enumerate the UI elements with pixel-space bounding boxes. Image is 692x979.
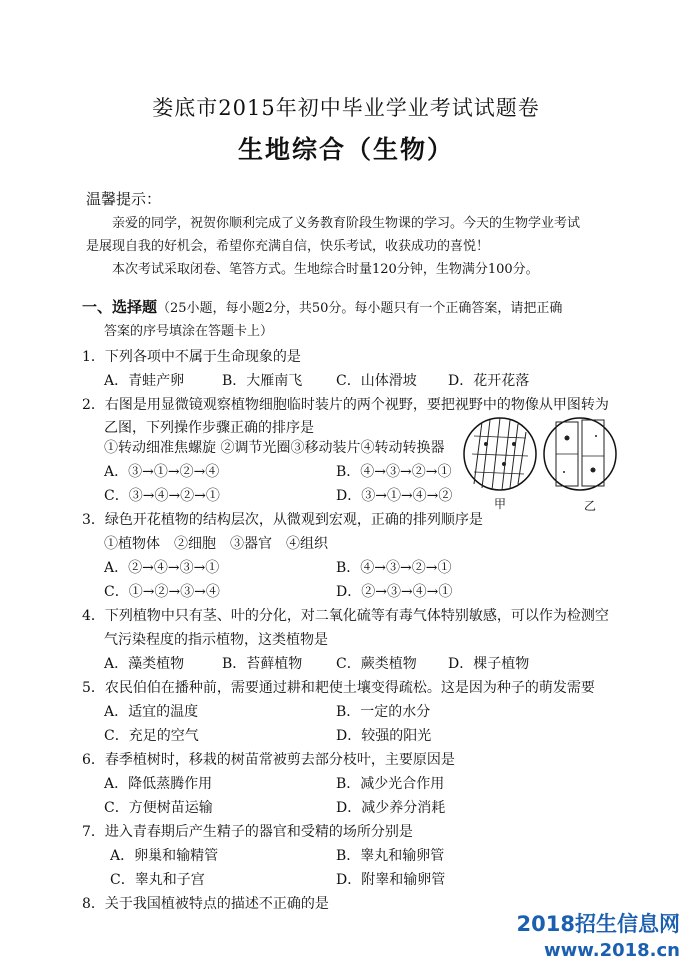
q5-option-a: A．适宜的温度: [104, 704, 199, 720]
q4-option-b: B．苔藓植物: [222, 656, 303, 672]
question-2-stem-1: 2．右图是用显微镜观察植物细胞临时装片的两个视野，要把视野中的物像从甲图转为: [82, 397, 609, 413]
question-2-stem-2: 乙图，下列操作步骤正确的排序是: [104, 420, 314, 436]
question-8-stem: 8．关于我国植被特点的描述不正确的是: [82, 896, 329, 912]
q6-option-a: A．降低蒸腾作用: [104, 776, 213, 792]
question-4-stem-2: 气污染程度的指示植物，这类植物是: [104, 632, 328, 648]
view-b-circle: [544, 418, 616, 490]
figure-label-b: 乙: [584, 499, 597, 513]
q5-option-c: C．充足的空气: [104, 728, 199, 744]
q7-option-a: A．卵巢和输精管: [110, 848, 219, 864]
section-note-1: （25小题，每小题2分，共50分。每小题只有一个正确答案，请把正确: [157, 301, 563, 316]
q2-option-d: D．③→①→④→②: [336, 488, 453, 504]
q5-option-b: B．一定的水分: [336, 704, 431, 720]
question-6-stem: 6．春季植树时，移栽的树苗常被剪去部分枝叶，主要原因是: [82, 752, 455, 768]
q1-option-c: C．山体滑坡: [336, 373, 417, 389]
q2-option-a: A．③→①→②→④: [104, 464, 220, 480]
q3-option-c: C．①→②→③→④: [104, 584, 220, 600]
watermark-site-name: 2018招生信息网: [516, 912, 680, 936]
q4-option-c: C．蕨类植物: [336, 656, 417, 672]
q1-option-d: D．花开花落: [448, 373, 530, 389]
q1-option-b: B．大雁南飞: [222, 373, 303, 389]
q6-option-c: C．方便树苗运输: [104, 800, 213, 816]
q3-option-d: D．②→③→④→①: [336, 584, 453, 600]
question-2-stem-3: ①转动细准焦螺旋 ②调节光圈③移动装片④转动转换器: [104, 440, 445, 456]
watermark-url: www.2018.cn: [544, 940, 680, 961]
section-note-2: 答案的序号填涂在答题卡上）: [104, 324, 274, 339]
question-1-stem: 1．下列各项中不属于生命现象的是: [82, 349, 301, 365]
question-3-stem-1: 3．绿色开花植物的结构层次，从微观到宏观，正确的排列顺序是: [82, 512, 483, 528]
section-title: 一、选择题: [82, 298, 158, 316]
question-3-stem-2: ①植物体 ②细胞 ③器官 ④组织: [104, 536, 328, 552]
q6-option-d: D．减少养分消耗: [336, 800, 446, 816]
q7-option-c: C．睾丸和子宫: [110, 872, 205, 888]
q6-option-b: B．减少光合作用: [336, 776, 445, 792]
q2-option-c: C．③→④→②→①: [104, 488, 220, 504]
tips-line-1: 亲爱的同学，祝贺你顺利完成了义务教育阶段生物课的学习。今天的生物学业考试: [112, 216, 581, 231]
question-7-stem: 7．进入青春期后产生精子的器官和受精的场所分别是: [82, 824, 413, 840]
q7-option-b: B．睾丸和输卵管: [336, 848, 445, 864]
tips-line-3: 本次考试采取闭卷、笔答方式。生地综合时量120分钟，生物满分100分。: [112, 262, 539, 277]
q4-option-d: D．棵子植物: [448, 656, 530, 672]
tips-line-2: 是展现自我的好机会，希望你充满自信，快乐考试，收获成功的喜悦！: [86, 239, 490, 254]
q1-option-a: A．青蛙产卵: [104, 373, 185, 389]
q3-option-a: A．②→④→③→①: [104, 560, 220, 576]
exam-title: 娄底市2015年初中毕业学业考试试题卷: [152, 96, 540, 120]
tips-heading: 温馨提示：: [86, 190, 162, 208]
view-a-circle: [464, 418, 536, 490]
q7-option-d: D．附睾和输卵管: [336, 872, 446, 888]
q4-option-a: A．藻类植物: [104, 656, 185, 672]
q3-option-b: B．④→③→②→①: [336, 560, 452, 576]
question-4-stem-1: 4．下列植物中只有茎、叶的分化，对二氧化硫等有毒气体特别敏感，可以作为检测空: [82, 608, 609, 624]
q2-option-b: B．④→③→②→①: [336, 464, 452, 480]
question-5-stem: 5．农民伯伯在播种前，需要通过耕和耙使土壤变得疏松。这是因为种子的萌发需要: [82, 680, 595, 696]
q5-option-d: D．较强的阳光: [336, 728, 432, 744]
figure-label-a: 甲: [494, 497, 507, 511]
section-heading: [82, 296, 562, 317]
exam-subject: 生地综合（生物）: [237, 135, 454, 164]
